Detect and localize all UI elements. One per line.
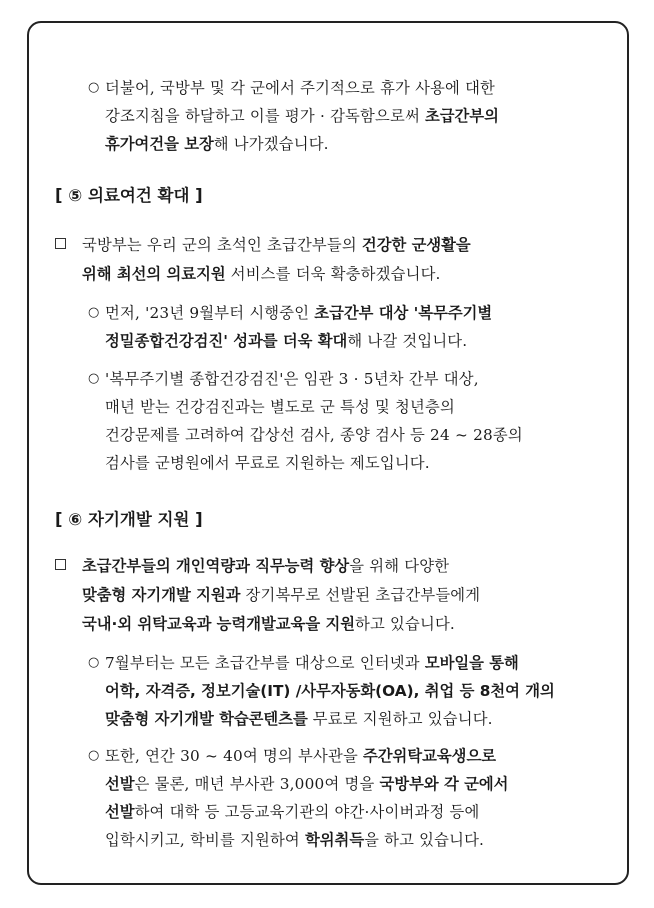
bold-text-run: 선발 <box>105 803 135 821</box>
bold-text-run: 위해 최선의 의료지원 <box>82 265 226 283</box>
bold-text-run: 선발 <box>105 775 135 793</box>
bold-text-run: 모바일을 통해 <box>424 654 519 672</box>
text-run: 은 물론, 매년 부사관 3,000여 명을 <box>134 775 380 793</box>
text-run: 을 하고 있습니다. <box>364 831 485 849</box>
medical-sub1-line-1 <box>105 303 492 323</box>
intro-line-3 <box>105 134 329 154</box>
text-run: 무료로 지원하고 있습니다. <box>307 710 493 728</box>
selfdev-sub1-line-1 <box>105 653 519 673</box>
medical-sub2-line-2 <box>105 397 455 417</box>
medical-sub2-line-3 <box>105 425 523 445</box>
bullet-circle: ○ <box>88 305 100 320</box>
text-run: 더불어, 국방부 및 각 군에서 주기적으로 휴가 사용에 대한 <box>105 79 496 97</box>
bold-text-run: 학위취득 <box>304 831 365 849</box>
intro-line-2 <box>105 106 499 126</box>
selfdev-sub2-line-4 <box>105 830 484 850</box>
text-run: 입학시키고, 학비를 지원하여 <box>105 831 305 849</box>
checkbox-square-icon <box>55 559 66 570</box>
medical-main-line-1 <box>82 235 471 255</box>
selfdev-sub1-line-3 <box>105 709 493 729</box>
bold-text-run: 주간위탁교육생으로 <box>363 747 496 765</box>
section-heading-self-development: [ ⑥ 자기개발 지원 ] <box>55 510 203 529</box>
medical-sub2-line-1 <box>105 369 479 389</box>
selfdev-main-line-1 <box>82 556 449 576</box>
medical-main-line-2 <box>82 264 441 284</box>
bold-text-run: 맞춤형 자기개발 지원과 <box>82 586 241 604</box>
text-run: 매년 받는 건강검진과는 별도로 군 특성 및 청년층의 <box>105 398 455 416</box>
selfdev-main-line-3 <box>82 614 455 634</box>
text-run: 하여 대학 등 고등교육기관의 야간·사이버과정 등에 <box>134 803 480 821</box>
text-run: 국방부는 우리 군의 초석인 초급간부들의 <box>82 236 362 254</box>
bullet-circle: ○ <box>88 655 100 670</box>
text-run: 을 위해 다양한 <box>349 557 450 575</box>
bullet-circle: ○ <box>88 748 100 763</box>
text-run: 서비스를 더욱 확충하겠습니다. <box>225 265 441 283</box>
bold-text-run: 어학, 자격증, 정보기술(IT) /사무자동화(OA), 취업 등 8천여 개의 <box>105 682 555 700</box>
selfdev-sub2-line-1 <box>105 746 496 766</box>
text-run: 장기복무로 선발된 초급간부들에게 <box>240 586 481 604</box>
text-run: 먼저, '23년 9월부터 시행중인 <box>105 304 315 322</box>
bold-text-run: 국내·외 위탁교육과 능력개발교육을 지원 <box>82 615 355 633</box>
bold-text-run: 초급간부 대상 '복무주기별 <box>314 304 493 322</box>
bullet-circle: ○ <box>88 80 100 95</box>
text-run: 건강문제를 고려하여 갑상선 검사, 종양 검사 등 24 ~ 28종의 <box>105 426 523 444</box>
bold-text-run: 정밀종합건강검진' 성과를 더욱 확대 <box>105 332 348 350</box>
bold-text-run: 휴가여건을 보장 <box>105 135 214 153</box>
bullet-circle: ○ <box>88 371 100 386</box>
text-run: 강조지침을 하달하고 이를 평가 · 감독함으로써 <box>105 107 425 125</box>
selfdev-main-line-2 <box>82 585 480 605</box>
medical-sub2-line-4 <box>105 453 430 473</box>
text-run: 해 나갈 것입니다. <box>347 332 468 350</box>
bold-text-run: 맞춤형 자기개발 학습콘텐츠를 <box>105 710 308 728</box>
selfdev-sub2-line-3 <box>105 802 479 822</box>
text-run: 하고 있습니다. <box>355 615 455 633</box>
bold-text-run: 국방부와 각 군에서 <box>379 775 509 793</box>
text-run: '복무주기별 종합건강검진'은 임관 3 · 5년차 간부 대상, <box>105 370 479 388</box>
selfdev-sub1-line-2 <box>105 681 555 701</box>
medical-sub1-line-2 <box>105 331 467 351</box>
text-run: 해 나가겠습니다. <box>213 135 329 153</box>
checkbox-square-icon <box>55 238 66 249</box>
selfdev-sub2-line-2 <box>105 774 508 794</box>
section-heading-medical: [ ⑤ 의료여건 확대 ] <box>55 186 203 205</box>
bold-text-run: 건강한 군생활을 <box>361 236 471 254</box>
text-run: 또한, 연간 30 ~ 40여 명의 부사관을 <box>105 747 363 765</box>
bold-text-run: 초급간부의 <box>425 107 499 125</box>
bold-text-run: 초급간부들의 개인역량과 직무능력 향상 <box>82 557 350 575</box>
intro-line-1 <box>105 78 495 98</box>
text-run: 7월부터는 모든 초급간부를 대상으로 인터넷과 <box>105 654 425 672</box>
text-run: 검사를 군병원에서 무료로 지원하는 제도입니다. <box>105 454 430 472</box>
